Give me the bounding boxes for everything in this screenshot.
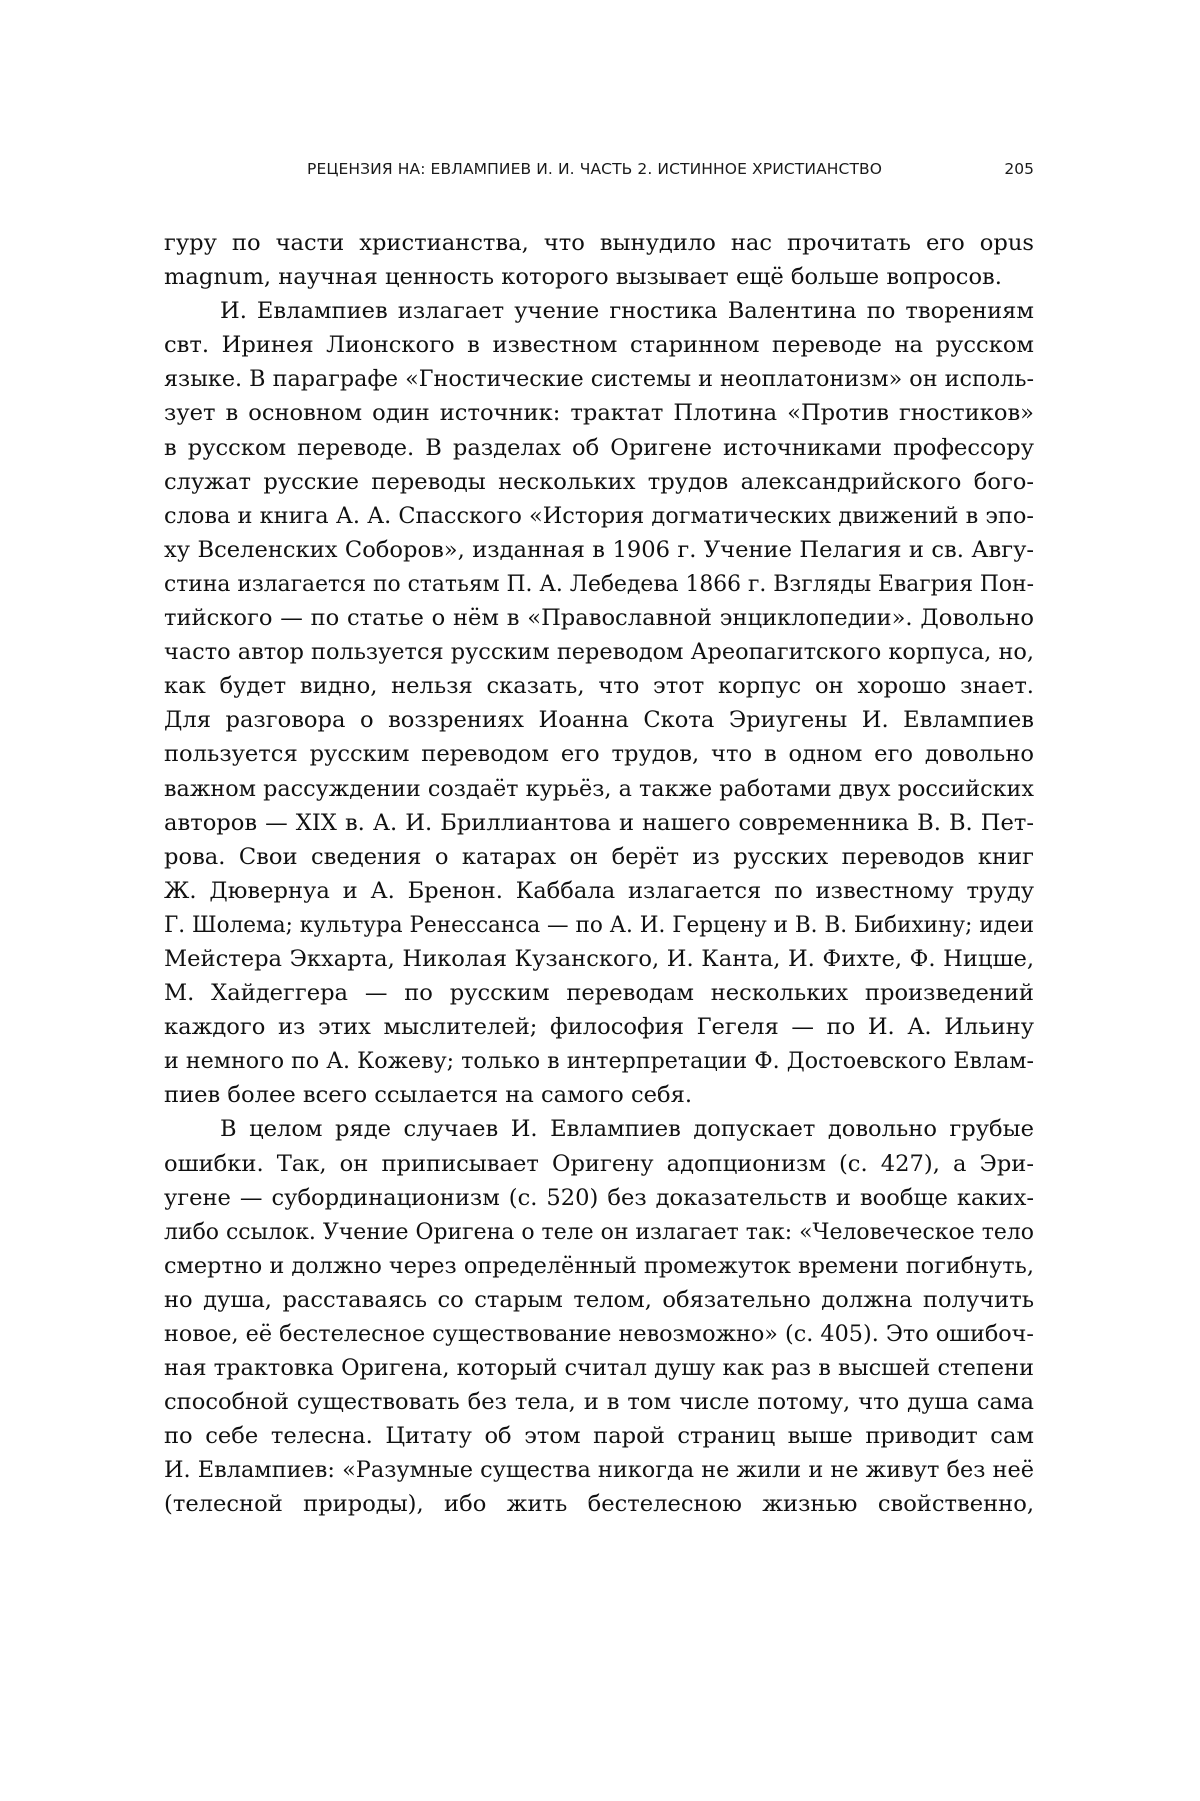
- text-line: авторов — XIX в. А. И. Бриллиантова и нашего современника В. В. Пет-: [164, 809, 1034, 836]
- text-line: гуру по части христианства, что вынудило нас прочитать его opus: [164, 230, 1034, 256]
- text-line: но душа, расставаясь со старым телом, обязательно должна получить: [164, 1286, 1034, 1313]
- text-line: Мейстера Экхарта, Николая Кузанского, И. Канта, И. Фихте, Ф. Ницше,: [164, 945, 1034, 972]
- text-line: И. Евлампиев: «Разумные существа никогда не жили и не живут без неё: [164, 1457, 1034, 1484]
- body-text: [164, 226, 1034, 1522]
- text-line: часто автор пользуется русским переводом Ареопагитского корпуса, но,: [164, 639, 1034, 666]
- text-line: пиев более всего ссылается на самого себя.: [164, 1082, 693, 1109]
- text-line: и немного по А. Кожеву; только в интерпретации Ф. Достоевского Евлам-: [164, 1048, 1034, 1075]
- text-line: ху Вселенских Соборов», изданная в 1906 г. Учение Пелагия и св. Авгу-: [164, 536, 1034, 563]
- text-line: magnum, научная ценность которого вызывает ещё больше вопросов.: [164, 264, 1002, 291]
- text-line: угене — субординационизм (с. 520) без доказательств и вообще каких-: [164, 1184, 1034, 1211]
- text-line: рова. Свои сведения о катарах он берёт из русских переводов книг: [164, 843, 1034, 870]
- text-line: языке. В параграфе «Гностические системы и неоплатонизм» он исполь-: [164, 366, 1034, 393]
- text-line: ная трактовка Оригена, который считал душу как раз в высшей степени: [164, 1355, 1034, 1382]
- text-line: каждого из этих мыслителей; философия Гегеля — по И. А. Ильину: [164, 1014, 1034, 1041]
- text-line: свт. Иринея Лионского в известном старинном переводе на русском: [164, 332, 1034, 359]
- running-head: [164, 160, 1034, 184]
- text-line: смертно и должно через определённый промежуток времени погибнуть,: [164, 1252, 1034, 1279]
- page-number: 205: [1004, 160, 1034, 178]
- text-line: в русском переводе. В разделах об Оригене источниками профессору: [164, 434, 1034, 461]
- text-line: Ж. Дювернуа и А. Бренон. Каббала излагается по известному труду: [164, 877, 1034, 904]
- text-line: по себе телесна. Цитату об этом парой страниц выше приводит сам: [164, 1423, 1034, 1450]
- text-line: И. Евлампиев излагает учение гностика Валентина по творениям: [220, 298, 1034, 325]
- text-line: либо ссылок. Учение Оригена о теле он излагает так: «Человеческое тело: [164, 1218, 1034, 1245]
- text-line: пользуется русским переводом его трудов, что в одном его довольно: [164, 741, 1034, 768]
- text-line: важном рассуждении создаёт курьёз, а также работами двух российских: [164, 775, 1034, 802]
- text-line: стина излагается по статьям П. А. Лебедева 1866 г. Взгляды Евагрия Пон-: [164, 570, 1034, 597]
- text-line: (телесной природы), ибо жить бестелесною жизнью свойственно,: [164, 1491, 1034, 1518]
- text-line: новое, её бестелесное существование невозможно» (с. 405). Это ошибоч-: [164, 1321, 1034, 1347]
- text-line: способной существовать без тела, и в том числе потому, что душа сама: [164, 1389, 1034, 1416]
- text-line: Для разговора о воззрениях Иоанна Скота Эриугены И. Евлампиев: [164, 707, 1034, 734]
- text-line: зует в основном один источник: трактат Плотина «Против гностиков»: [164, 400, 1034, 427]
- text-line: ошибки. Так, он приписывает Оригену адопционизм (с. 427), а Эри-: [164, 1150, 1034, 1177]
- running-head-title: РЕЦЕНЗИЯ НА: ЕВЛАМПИЕВ И. И. ЧАСТЬ 2. ИСТИННОЕ ХРИСТИАНСТВО: [307, 160, 883, 178]
- text-line: М. Хайдеггера — по русским переводам нескольких произведений: [164, 980, 1034, 1007]
- text-line: тийского — по статье о нём в «Православной энциклопедии». Довольно: [164, 605, 1034, 632]
- text-line: Г. Шолема; культура Ренессанса — по А. И. Герцену и В. В. Бибихину; идеи: [164, 911, 1034, 938]
- text-line: служат русские переводы нескольких трудов александрийского бого-: [164, 468, 1034, 495]
- text-line: как будет видно, нельзя сказать, что этот корпус он хорошо знает.: [164, 673, 1034, 700]
- text-line: В целом ряде случаев И. Евлампиев допускает довольно грубые: [220, 1116, 1034, 1143]
- text-line: слова и книга А. А. Спасского «История догматических движений в эпо-: [164, 502, 1034, 529]
